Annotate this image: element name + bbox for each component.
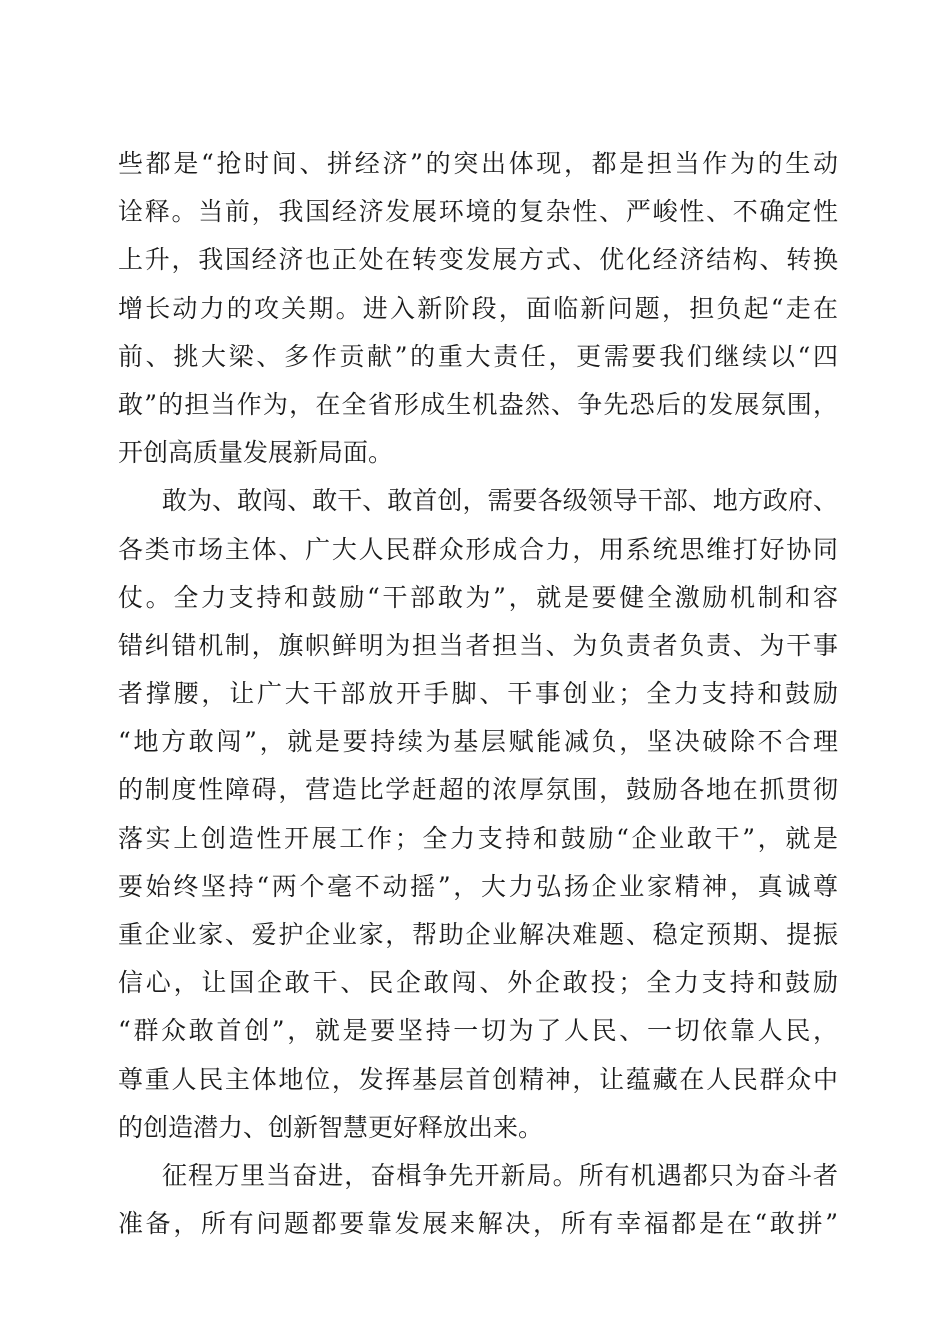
text-line: “地方敢闯”，就是要持续为基层赋能减负，坚决破除不合理 xyxy=(118,727,838,757)
text-line: 者撑腰，让广大干部放开手脚、干事创业；全力支持和鼓励 xyxy=(118,679,838,709)
text-line: 落实上创造性开展工作；全力支持和鼓励“企业敢干”，就是 xyxy=(118,823,838,853)
text-line: 要始终坚持“两个毫不动摇”，大力弘扬企业家精神，真诚尊 xyxy=(118,871,838,901)
text-line: 各类市场主体、广大人民群众形成合力，用系统思维打好协同 xyxy=(118,534,838,564)
text-line: 开创高质量发展新局面。 xyxy=(118,438,394,468)
text-line: 错纠错机制，旗帜鲜明为担当者担当、为负责者负责、为干事 xyxy=(118,630,838,660)
text-line: 尊重人民主体地位，发挥基层首创精神，让蕴藏在人民群众中 xyxy=(118,1064,838,1094)
text-line: “群众敢首创”，就是要坚持一切为了人民、一切依靠人民， xyxy=(118,1016,838,1046)
text-line: 些都是“抢时间、拼经济”的突出体现，都是担当作为的生动 xyxy=(118,149,838,178)
text-line: 敢”的担当作为，在全省形成生机盎然、争先恐后的发展氛围， xyxy=(118,389,838,419)
text-line: 征程万里当奋进，奋楫争先开新局。所有机遇都只为奋斗者 xyxy=(162,1160,838,1190)
text-line: 诠释。当前，我国经济发展环境的复杂性、严峻性、不确定性 xyxy=(118,197,838,227)
text-line: 的制度性障碍，营造比学赶超的浓厚氛围，鼓励各地在抓贯彻 xyxy=(118,775,838,805)
text-line: 前、挑大梁、多作贡献”的重大责任，更需要我们继续以“四 xyxy=(118,341,838,371)
text-line: 仗。全力支持和鼓励“干部敢为”，就是要健全激励机制和容 xyxy=(118,582,838,612)
text-line: 增长动力的攻关期。进入新阶段，面临新问题，担负起“走在 xyxy=(118,293,838,323)
text-line: 敢为、敢闯、敢干、敢首创，需要各级领导干部、地方政府、 xyxy=(162,486,838,516)
body-text xyxy=(118,140,838,1248)
text-line: 重企业家、爱护企业家，帮助企业解决难题、稳定预期、提振 xyxy=(118,920,838,949)
text-line: 信心，让国企敢干、民企敢闯、外企敢投；全力支持和鼓励 xyxy=(118,968,838,998)
text-line: 准备，所有问题都要靠发展来解决，所有幸福都是在“敢拼” xyxy=(118,1209,838,1239)
text-line: 上升，我国经济也正处在转变发展方式、优化经济结构、转换 xyxy=(118,245,838,275)
text-line: 的创造潜力、创新智慧更好释放出来。 xyxy=(118,1112,544,1142)
